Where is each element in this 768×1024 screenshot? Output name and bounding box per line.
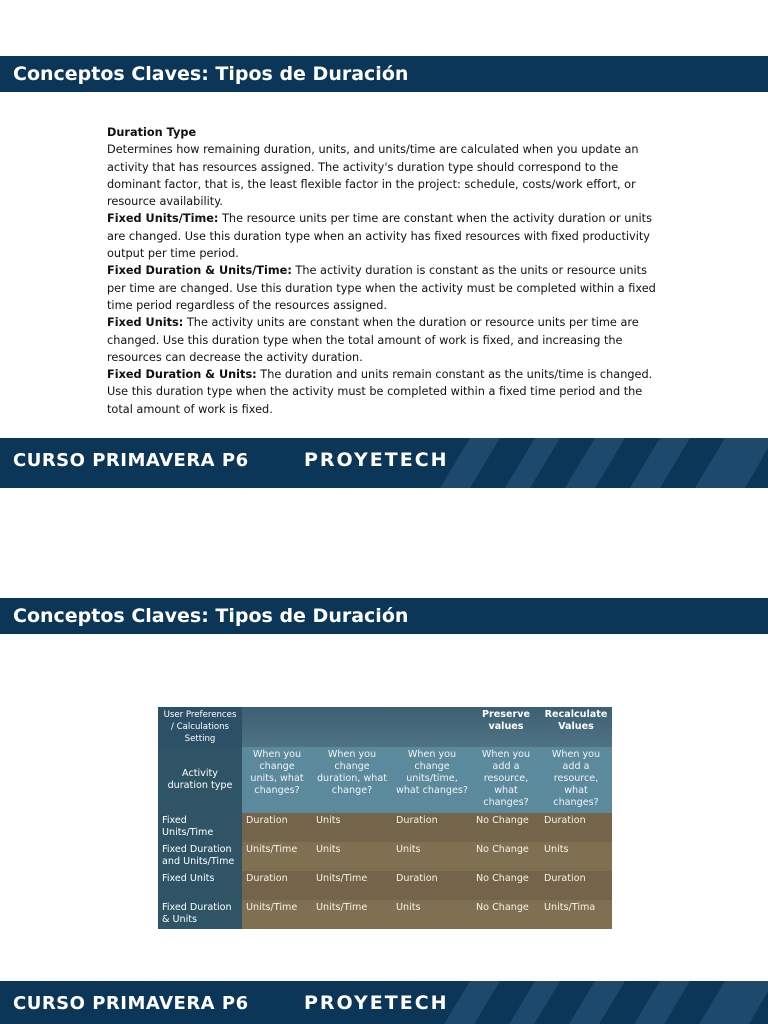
table-cell: Fixed Duration and Units/Time [158,842,242,871]
footer-bar [0,981,768,1024]
table-cell: Units [540,842,612,871]
table-header-cell: User Preferences / Calculations Setting [158,707,242,747]
table-cell: Fixed Units [158,871,242,900]
course-label: CURSO PRIMAVERA P6 [13,993,249,1014]
table-header-row [158,707,612,747]
table-cell: When you add a resource, what changes? [472,747,540,813]
table-cell: When you change duration, what change? [312,747,392,813]
slide-title: Conceptos Claves: Tipos de Duración [0,598,768,634]
slide-1 [0,0,768,490]
duration-type-table [158,707,612,929]
table-row [158,842,612,871]
table-cell: Units [312,842,392,871]
intro-paragraph: Determines how remaining duration, units, and units/time are calculated when you update an activity that has resources assigned. The activity's duration type should correspond to the dominant factor, that is, the least flexible factor in the project: schedule, costs/work effort, or resource availability. [107,143,639,209]
definition-item: Fixed Duration & Units: The duration and units remain constant as the units/time is changed. Use this duration type when the activity must be completed within a fixed time period and the total amount of work is fixed. [107,368,653,416]
table-cell: Duration [540,871,612,900]
table-cell: Duration [242,871,312,900]
section-heading: Duration Type [107,126,197,139]
table-cell: Duration [392,813,472,842]
table-cell: Fixed Units/Time [158,813,242,842]
table-cell: Units [392,900,472,929]
table-header-cell [312,707,392,747]
brand-logo: PROYETECH [304,992,449,1014]
table-cell: Activity duration type [158,747,242,813]
table-row [158,813,612,842]
table-row [158,871,612,900]
table-cell: Units/Time [242,842,312,871]
table-cell: Units/Time [312,900,392,929]
definition-item: Fixed Units/Time: The resource units per time are constant when the activity duration or units are changed. Use this duration type when an activity has fixed resources with fixed productivity output per time period. [107,212,652,261]
table-header-cell [392,707,472,747]
table-cell: No Change [472,842,540,871]
table-cell: When you change units, what changes? [242,747,312,813]
table-cell: Fixed Duration & Units [158,900,242,929]
footer-bar [0,438,768,488]
table-cell: No Change [472,871,540,900]
table-cell: Units/Tima [540,900,612,929]
definition-item: Fixed Units: The activity units are constant when the duration or resource units per time are changed. Use this duration type when the total amount of work is fixed, and increasing the resources can decrease the activity duration. [107,316,639,364]
table-cell: Units/Time [242,900,312,929]
table-row [158,900,612,929]
table-cell: Duration [540,813,612,842]
brand-logo: PROYETECH [304,449,449,471]
table-cell: Duration [242,813,312,842]
table-header-cell [242,707,312,747]
table-cell: Units/Time [312,871,392,900]
table-cell: Duration [392,871,472,900]
table-question-row [158,747,612,813]
table-cell: No Change [472,813,540,842]
slide-2 [0,540,768,1024]
table-cell: Units [312,813,392,842]
table-cell: No Change [472,900,540,929]
table-header-cell: Preserve values [472,707,540,747]
course-label: CURSO PRIMAVERA P6 [13,450,249,471]
slide-title: Conceptos Claves: Tipos de Duración [0,56,768,92]
table-cell: When you add a resource, what changes? [540,747,612,813]
table-cell: Units [392,842,472,871]
duration-type-text [107,124,659,418]
table-header-cell: Recalculate Values [540,707,612,747]
table-cell: When you change units/time, what changes? [392,747,472,813]
definition-item: Fixed Duration & Units/Time: The activity duration is constant as the units or resource units per time are changed. Use this duration type when the activity must be completed within a fixed time period regardless of the resources assigned. [107,264,656,312]
